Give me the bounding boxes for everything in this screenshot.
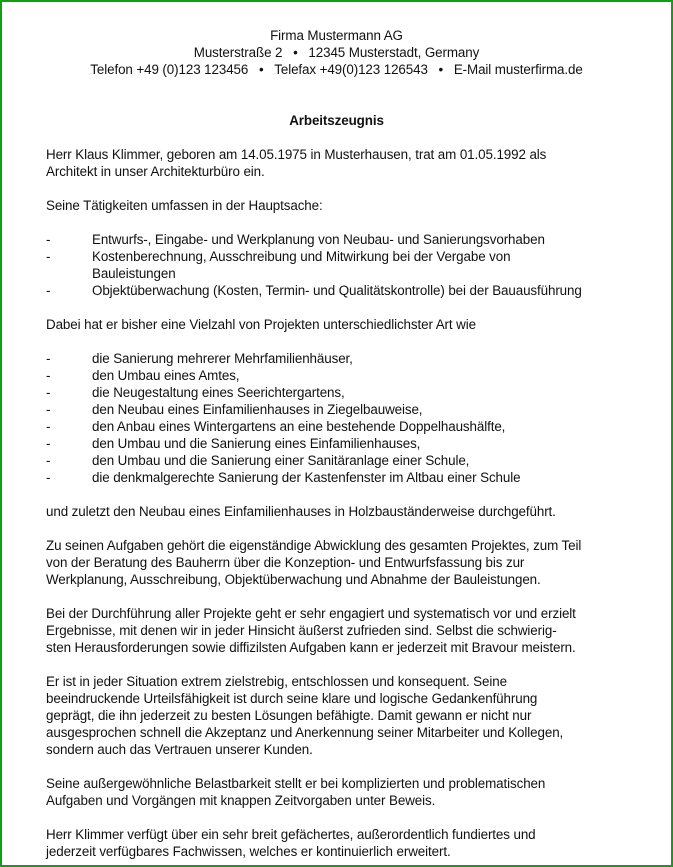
list-dash: - xyxy=(46,453,51,468)
company-name: Firma Mustermann AG xyxy=(270,28,403,43)
text-line: beeindruckende Urteilsfähigkeit ist durch seine klare und logische Gedankenführung xyxy=(46,691,538,706)
text-line: den Umbau eines Amtes, xyxy=(92,368,240,383)
text-line: Aufgaben und Vorgängen mit knappen Zeitvorgaben unter Beweis. xyxy=(46,793,436,808)
projects-list xyxy=(46,350,650,486)
text-line: Herr Klimmer verfügt über ein sehr breit gefächertes, außerordentlich fundiertes und xyxy=(46,827,536,842)
text-line: die Sanierung mehrerer Mehrfamilienhäuser, xyxy=(92,351,353,366)
email: E-Mail musterfirma.de xyxy=(453,62,583,77)
text-line: ausgesprochen schnell die Akzeptanz und Anerkennung seiner Mitarbeiter und Kollegen, xyxy=(46,725,564,740)
list-dash: - xyxy=(46,249,51,264)
paragraph-performance xyxy=(46,605,650,656)
text-line: sten Herausforderungen sowie diffizilsten Aufgaben kann er jederzeit mit Bravour meistern. xyxy=(46,640,576,655)
text-line: Er ist in jeder Situation extrem zielstrebig, entschlossen und konsequent. Seine xyxy=(46,674,507,689)
contact-line xyxy=(2,61,671,78)
list-dash: - xyxy=(46,368,51,383)
text-line: von der Beratung des Bauherrn über die Konzeption- und Entwurfsfassung bis zur xyxy=(46,555,525,570)
text-line: den Umbau und die Sanierung einer Sanitäranlage einer Schule, xyxy=(92,453,470,468)
paragraph-expertise xyxy=(46,826,650,860)
list-dash: - xyxy=(46,385,51,400)
list-item xyxy=(46,350,650,367)
letterhead xyxy=(2,27,671,78)
text-line: Herr Klaus Klimmer, geboren am 14.05.1975 in Musterhausen, trat am 01.05.1992 als xyxy=(46,147,547,162)
list-item xyxy=(46,282,650,299)
list-dash: - xyxy=(46,402,51,417)
list-dash: - xyxy=(46,436,51,451)
paragraph-tasks xyxy=(46,537,650,588)
list-item xyxy=(46,401,650,418)
list-item xyxy=(46,418,650,435)
separator-bullet: • xyxy=(293,45,298,60)
text-line: Entwurfs-, Eingabe- und Werkplanung von Neubau- und Sanierungsvorhaben xyxy=(92,232,545,247)
paragraph-character xyxy=(46,673,650,758)
text-line: Seine außergewöhnliche Belastbarkeit stellt er bei komplizierten und problematischen xyxy=(46,776,546,791)
fax: Telefax +49(0)123 126543 xyxy=(274,62,428,77)
intro-paragraph xyxy=(46,146,650,180)
duties-list xyxy=(46,231,650,299)
text-line: Ergebnisse, mit denen wir in jeder Hinsicht äußerst zufrieden sind. Selbst die schwierig- xyxy=(46,623,557,638)
text-line: sondern auch das Vertrauen unserer Kunden. xyxy=(46,742,313,757)
list-dash: - xyxy=(46,232,51,247)
document-body xyxy=(46,146,650,860)
list-item xyxy=(46,367,650,384)
city: 12345 Musterstadt, Germany xyxy=(308,45,480,60)
address-line xyxy=(2,44,671,61)
list-dash: - xyxy=(46,283,51,298)
text-line: jederzeit verfügbares Fachwissen, welches er kontinuierlich erweitert. xyxy=(46,844,451,859)
text-line: Architekt in unser Architekturbüro ein. xyxy=(46,164,265,179)
list-item xyxy=(46,231,650,248)
text-line: Bauleistungen xyxy=(92,266,176,281)
separator-bullet: • xyxy=(258,62,264,77)
text-line: Werkplanung, Ausschreibung, Objektüberwachung und Abnahme der Bauleistungen. xyxy=(46,572,541,587)
text-line: geprägt, die ihn jederzeit zu besten Lösungen befähigte. Damit gewann er nicht nur xyxy=(46,708,532,723)
list-item xyxy=(46,469,650,486)
duties-heading: Seine Tätigkeiten umfassen in der Hauptsache: xyxy=(46,198,323,213)
list-dash: - xyxy=(46,470,51,485)
document-title: Arbeitszeugnis xyxy=(289,113,384,128)
text-line: Bei der Durchführung aller Projekte geht er sehr engagiert und systematisch vor und erzielt xyxy=(46,606,576,621)
list-item xyxy=(46,452,650,469)
list-item xyxy=(46,384,650,401)
projects-closing: und zuletzt den Neubau eines Einfamilienhauses in Holzbauständerweise durchgeführt. xyxy=(46,504,556,519)
list-item xyxy=(46,248,650,282)
list-dash: - xyxy=(46,351,51,366)
street: Musterstraße 2 xyxy=(193,45,283,60)
text-line: den Anbau eines Wintergartens an eine bestehende Doppelhaushälfte, xyxy=(92,419,506,434)
text-line: Objektüberwachung (Kosten, Termin- und Qualitätskontrolle) bei der Bauausführung xyxy=(92,283,582,298)
phone: Telefon +49 (0)123 123456 xyxy=(90,62,249,77)
list-item xyxy=(46,435,650,452)
separator-bullet: • xyxy=(438,62,444,77)
text-line: den Umbau und die Sanierung eines Einfamilienhauses, xyxy=(92,436,421,451)
text-line: die denkmalgerechte Sanierung der Kastenfenster im Altbau einer Schule xyxy=(92,470,521,485)
text-line: Zu seinen Aufgaben gehört die eigenständige Abwicklung des gesamten Projektes, zum Teil xyxy=(46,538,582,553)
text-line: den Neubau eines Einfamilienhauses in Ziegelbauweise, xyxy=(92,402,423,417)
text-line: die Neugestaltung eines Seerichtergartens, xyxy=(92,385,345,400)
paragraph-resilience xyxy=(46,775,650,809)
text-line: Kostenberechnung, Ausschreibung und Mitwirkung bei der Vergabe von xyxy=(92,249,511,264)
list-dash: - xyxy=(46,419,51,434)
projects-heading: Dabei hat er bisher eine Vielzahl von Projekten unterschiedlichster Art wie xyxy=(46,317,476,332)
